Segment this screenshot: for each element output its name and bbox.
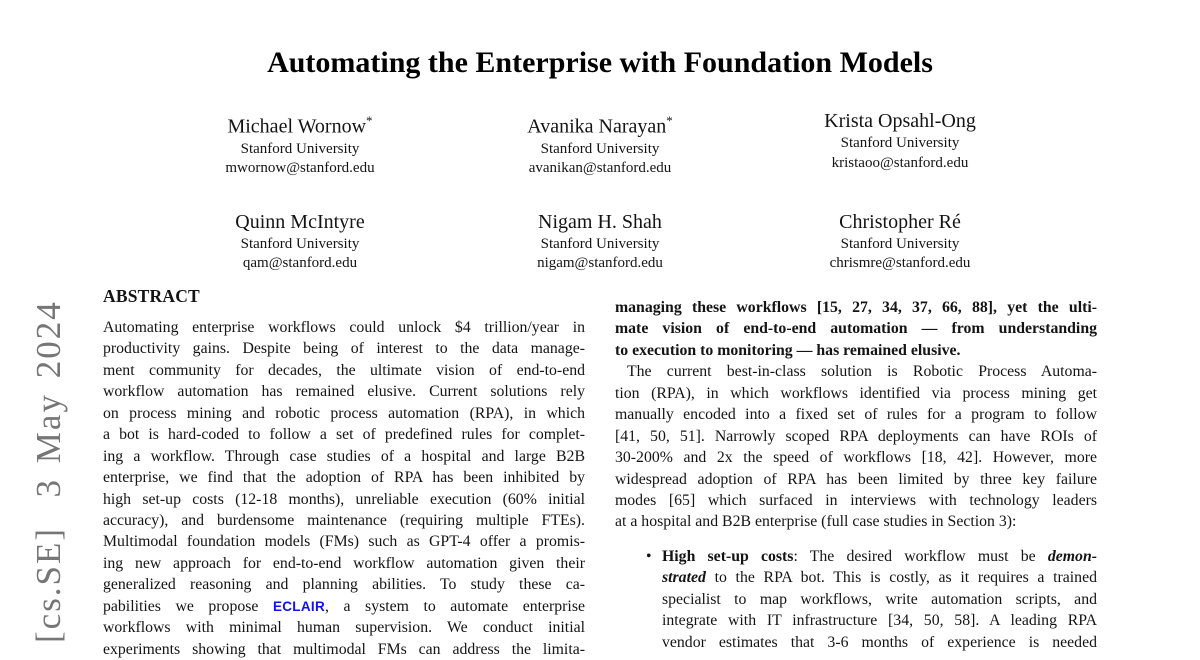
text-segment: tion (RPA), in which workflows identified via process mining get	[615, 384, 1097, 402]
text-segment: manually encoded into a fixed set of rules for a program to follow	[615, 406, 1097, 424]
author-affiliation: Stanford University	[540, 235, 660, 252]
text-segment: vendor estimates that 3-6 months of experience is needed	[662, 633, 1097, 651]
text-segment: at a hospital and B2B enterprise (full case studies in Section 3):	[615, 513, 1017, 531]
text-line	[615, 340, 1097, 361]
text-line	[103, 617, 585, 638]
paper-title: Automating the Enterprise with Foundation Models	[267, 46, 933, 79]
text-segment: managing these workflows [15, 27, 34, 37, 66, 88], yet the ulti-	[615, 299, 1097, 316]
text-segment: generalized reasoning and planning abilities. To study these ca-	[103, 576, 585, 594]
text-segment: high set-up costs (12-18 months), unreliable execution (60% initial	[103, 490, 585, 508]
text-line	[103, 553, 585, 574]
text-line	[103, 574, 585, 595]
author-block	[750, 108, 1050, 179]
bullet-text	[662, 546, 1097, 653]
text-line	[615, 511, 1097, 532]
text-segment: pabilities we propose	[103, 597, 273, 615]
text-line	[103, 338, 585, 359]
text-segment: to the RPA bot. This is costly, as it requires a trained	[705, 569, 1097, 587]
arxiv-watermark: [cs.SE] 3 May 2024	[29, 300, 68, 643]
text-line	[615, 447, 1097, 468]
text-segment: integrate with IT infrastructure [34, 50, 58]. A leading RPA	[662, 612, 1097, 630]
authors-grid	[150, 108, 1050, 274]
abstract-heading: ABSTRACT	[103, 286, 200, 306]
text-segment: experiments showing that multimodal FMs can address the limita-	[103, 640, 585, 658]
text-line	[615, 297, 1097, 318]
text-line	[662, 610, 1097, 631]
author-affiliation: Stanford University	[840, 235, 960, 252]
text-line	[103, 467, 585, 488]
text-segment: [41, 50, 51]. Narrowly scoped RPA deployments can have ROIs of	[615, 427, 1097, 445]
text-line	[615, 383, 1097, 404]
text-segment: enterprise, we find that the adoption of RPA has been inhibited by	[103, 469, 585, 487]
text-segment: modes [65] which surfaced in interviews with technology leaders	[615, 491, 1097, 509]
eclair-system-name: ECLAIR	[272, 598, 326, 614]
text-segment: demon-	[1047, 547, 1097, 565]
intro-bold-paragraph	[615, 297, 1097, 361]
author-affiliation: Stanford University	[240, 235, 360, 252]
text-line	[662, 589, 1097, 610]
text-line	[103, 381, 585, 402]
author-block	[150, 209, 450, 274]
text-line	[103, 424, 585, 445]
text-line	[615, 490, 1097, 511]
text-segment: ment community for decades, the ultimate vision of end-to-end	[103, 361, 585, 379]
text-segment: strated	[662, 569, 706, 587]
author-name: Quinn McIntyre	[235, 210, 365, 233]
text-segment: : The desired workflow must be	[793, 547, 1048, 565]
text-segment: , a system to automate enterprise	[325, 597, 585, 615]
text-segment: workflows with minimal human supervision. We conduct initial	[103, 619, 585, 637]
author-affiliation: Stanford University	[240, 140, 360, 157]
author-email: qam@stanford.edu	[242, 255, 358, 272]
text-line	[103, 317, 585, 338]
author-email: chrismre@stanford.edu	[829, 255, 971, 272]
text-segment: ing a workflow. Through case studies of a hospital and large B2B	[103, 447, 585, 465]
author-name: Nigam H. Shah	[538, 210, 662, 233]
text-segment: accuracy), and burdensome maintenance (requiring multiple FTEs).	[103, 511, 585, 529]
text-line	[615, 361, 1097, 382]
author-email: avanikan@stanford.edu	[528, 160, 672, 177]
text-line	[103, 510, 585, 531]
text-segment: on process mining and robotic process automation (RPA), in which	[103, 404, 585, 422]
author-affiliation: Stanford University	[540, 140, 660, 157]
right-column	[615, 297, 1097, 653]
author-name: Krista Opsahl-Ong	[824, 110, 976, 132]
text-segment: specialist to map workflows, write automation scripts, and	[662, 590, 1097, 608]
author-email: kristaoo@stanford.edu	[831, 154, 969, 171]
text-line	[615, 318, 1097, 339]
author-block	[150, 108, 450, 179]
text-line	[103, 360, 585, 381]
text-segment: mate vision of end-to-end automation — from understanding	[615, 320, 1097, 338]
author-name: Avanika Narayan*	[527, 113, 673, 138]
text-segment: workflow automation has remained elusive. Current solutions rely	[103, 383, 585, 401]
text-segment: Multimodal foundation models (FMs) such as GPT-4 offer a promis-	[103, 533, 585, 551]
intro-paragraph	[615, 361, 1097, 533]
text-segment: ing new approach for end-to-end workflow automation given their	[103, 554, 585, 572]
author-name: Christopher Ré	[839, 210, 961, 233]
text-segment: productivity gains. Despite being of interest to the data manage-	[103, 340, 585, 358]
text-segment: Automating enterprise workflows could unlock $4 trillion/year in	[103, 319, 585, 336]
text-line	[103, 639, 585, 658]
bullet-marker: •	[646, 547, 652, 565]
text-line	[662, 567, 1097, 588]
text-line	[615, 404, 1097, 425]
text-line	[103, 489, 585, 510]
author-name: Michael Wornow*	[227, 113, 373, 138]
text-segment: a bot is hard-coded to follow a set of predefined rules for complet-	[103, 426, 585, 444]
text-line	[103, 403, 585, 424]
author-footnote-mark: *	[666, 113, 673, 128]
text-line	[662, 546, 1097, 567]
text-segment: 30-200% and 2x the speed of workflows [18, 42]. However, more	[615, 449, 1097, 467]
text-line	[615, 426, 1097, 447]
text-segment: The current best-in-class solution is Robotic Process Automa-	[627, 363, 1097, 381]
author-block	[450, 108, 750, 179]
author-block	[450, 209, 750, 274]
author-email: nigam@stanford.edu	[537, 255, 663, 272]
author-block	[750, 209, 1050, 274]
text-line	[662, 632, 1097, 653]
text-line	[103, 531, 585, 552]
text-segment: High set-up costs	[662, 547, 794, 565]
author-email: mwornow@stanford.edu	[225, 160, 375, 177]
abstract-body	[103, 317, 585, 658]
author-affiliation: Stanford University	[840, 135, 960, 151]
text-line	[103, 446, 585, 467]
abstract-section	[103, 286, 585, 658]
text-line	[103, 596, 585, 617]
text-segment: to execution to monitoring — has remained elusive.	[615, 341, 961, 359]
bullet-list-item	[615, 546, 1097, 653]
text-segment: widespread adoption of RPA has been limited by three key failure	[615, 470, 1097, 488]
author-footnote-mark: *	[366, 113, 373, 128]
text-line	[615, 469, 1097, 490]
